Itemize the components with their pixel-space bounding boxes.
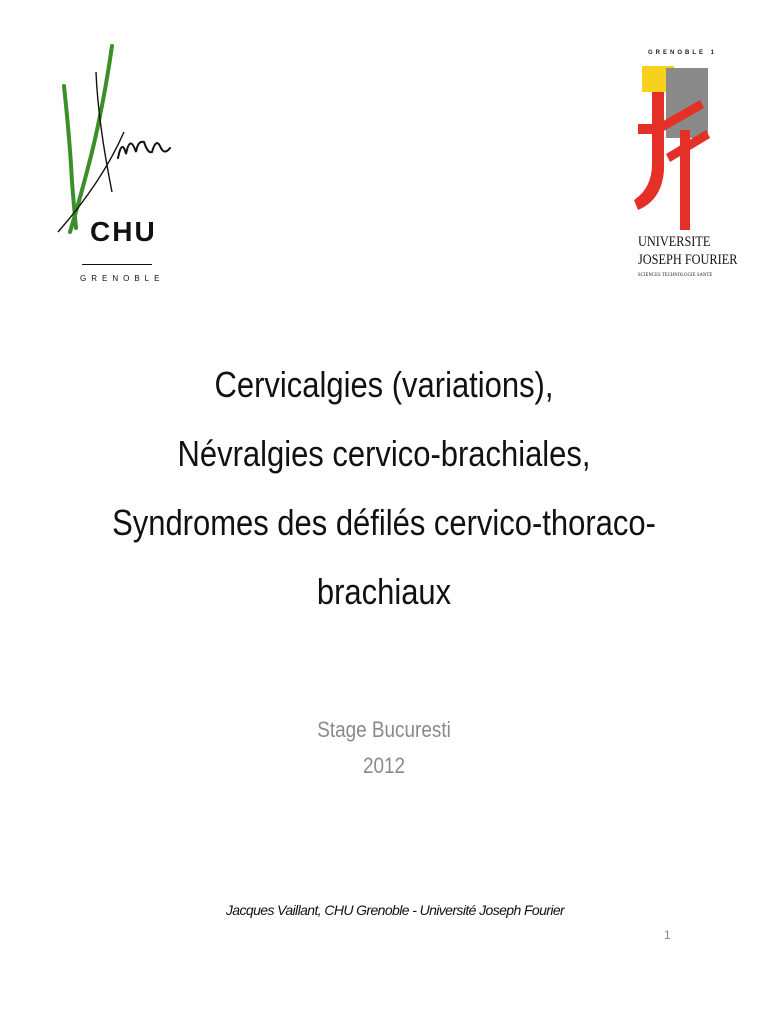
slide-title	[60, 350, 708, 626]
subtitle-line-2: 2012	[362, 753, 406, 778]
author-credit: Jacques Vaillant, CHU Grenoble - Université Joseph Fourier	[225, 902, 565, 918]
chu-logo-mark-icon	[52, 42, 182, 242]
title-line-2: Névralgies cervico-brachiales,	[177, 433, 591, 474]
ujf-logo-mark-icon	[620, 60, 720, 240]
ujf-text-sciences: SCIENCES TECHNOLOGIE SANTÉ	[638, 273, 713, 278]
ujf-text-universite: UNIVERSITE	[638, 234, 711, 250]
chu-name: CHU	[90, 216, 157, 247]
subtitle-line-1: Stage Bucuresti	[317, 717, 451, 742]
chu-grenoble-logo	[52, 42, 182, 292]
ujf-top-text: GRENOBLE 1	[648, 50, 718, 56]
ujf-logo	[620, 50, 738, 300]
page-number: 1	[664, 928, 671, 942]
title-line-1: Cervicalgies (variations),	[214, 364, 554, 405]
chu-city: GRENOBLE	[80, 274, 165, 283]
title-line-3: Syndromes des défilés cervico-thoraco-	[112, 502, 656, 543]
ujf-text-joseph-fourier: JOSEPH FOURIER	[638, 252, 738, 268]
chu-divider	[82, 264, 152, 265]
slide-subtitle	[184, 712, 584, 784]
title-line-4: brachiaux	[316, 571, 452, 612]
